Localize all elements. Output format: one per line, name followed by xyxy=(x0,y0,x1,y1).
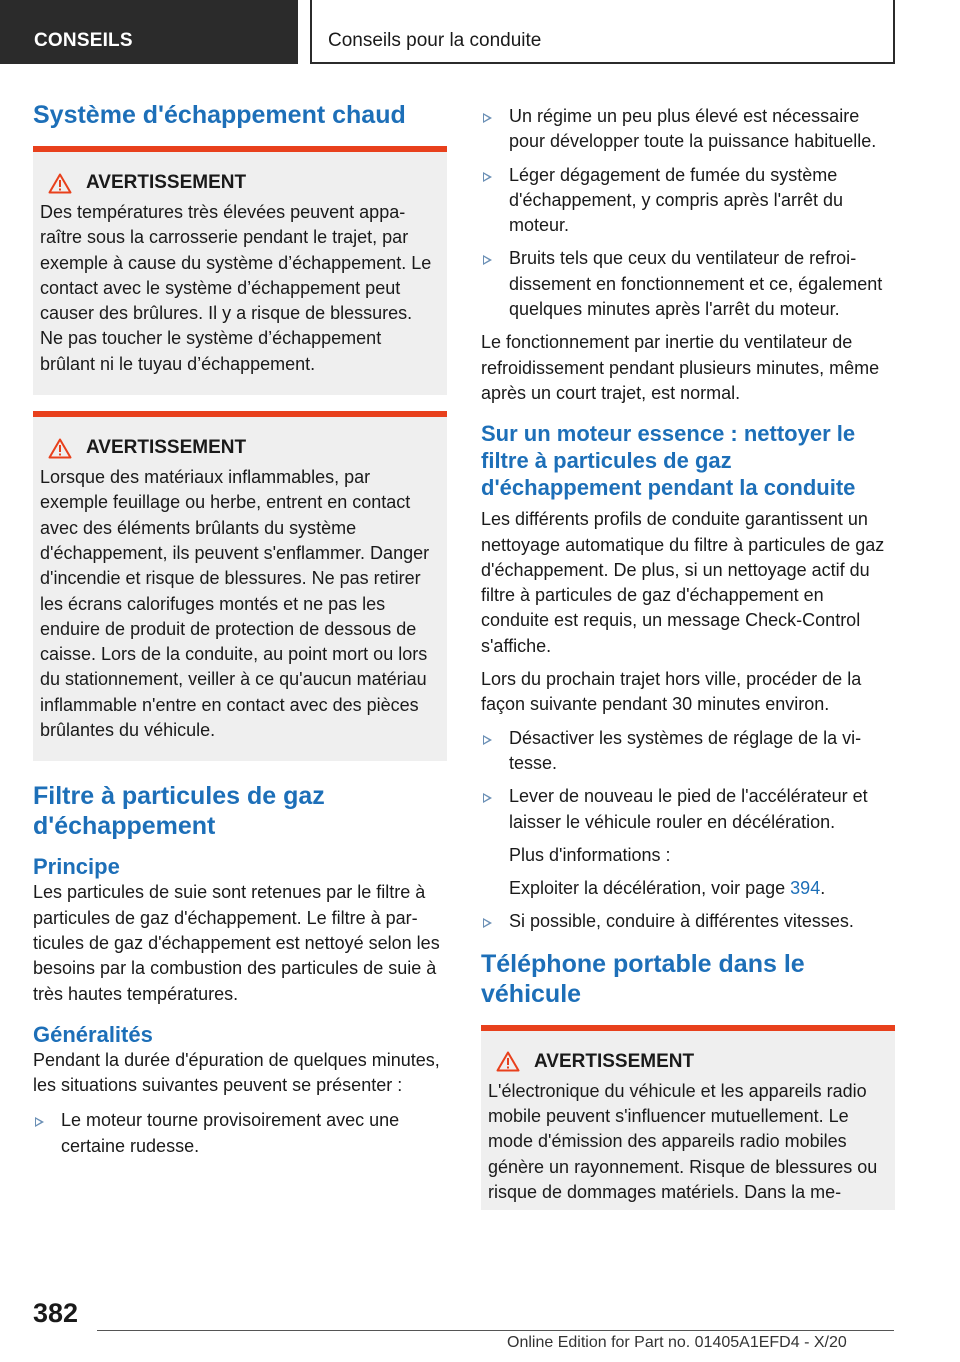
fan-paragraph: Le fonctionnement par inertie du ventilateur de refroidissement pendant plusieurs minutes, même après un court trajet, est normal. xyxy=(481,332,880,403)
bullet-triangle-icon xyxy=(483,255,492,265)
general-paragraph: Pendant la durée d'épuration de quelques minutes, les situations suivantes peuvent se présenter : xyxy=(33,1049,440,1096)
warning-triangle-icon xyxy=(496,1051,520,1072)
bullet-list xyxy=(481,726,895,835)
bullet-list xyxy=(481,909,895,934)
warning-title-text: AVERTISSEMENT xyxy=(86,437,247,459)
chapter-title: Conseils pour la conduite xyxy=(310,0,895,64)
warning-text: Des températures très élevées peuvent apparaître sous la carrosserie pendant le trajet, par exemple à cause du système d’échappement. Le contact avec le système d’échappement peut causer des brûlures. Il y a risque de blessures. Ne pas toucher le système d’échappement brûlant ni le tuyau d’échappement. xyxy=(40,202,432,374)
bullet-triangle-icon xyxy=(483,172,492,182)
list-item xyxy=(481,784,895,835)
list-item xyxy=(481,163,895,239)
cross-reference-text: Exploiter la décélération, voir page xyxy=(509,878,791,899)
warning-box-hot-exhaust xyxy=(33,146,447,395)
list-item-text: Léger dégagement de fumée du système d'échappement, y compris après l'arrêt du moteur. xyxy=(509,164,844,236)
footer-edition: Online Edition for Part no. 01405A1EFD4 - X/20 xyxy=(507,1334,847,1351)
cross-reference xyxy=(481,876,895,901)
bullet-triangle-icon xyxy=(483,113,492,123)
heading-petrol-filter: Sur un moteur essence : nettoyer le filtre à particules de gaz d'échappement pendant la conduite xyxy=(481,421,856,501)
warning-title xyxy=(40,435,435,461)
more-info-label: Plus d'informations : xyxy=(509,844,671,865)
page-link[interactable]: 394 xyxy=(790,878,821,899)
bullet-triangle-icon xyxy=(483,918,492,928)
list-item xyxy=(481,246,895,322)
warning-title-text: AVERTISSEMENT xyxy=(534,1050,695,1072)
warning-title xyxy=(488,1049,883,1075)
bullet-list xyxy=(33,1108,447,1159)
list-item-text: Désactiver les systèmes de réglage de la vitesse. xyxy=(509,727,862,773)
heading-general: Généralités xyxy=(33,1021,153,1047)
list-item xyxy=(481,909,895,934)
warning-box-mobile-phone xyxy=(481,1025,895,1210)
heading-hot-exhaust: Système d'échappement chaud xyxy=(33,101,406,129)
heading-principle: Principe xyxy=(33,854,120,880)
warning-title-text: AVERTISSEMENT xyxy=(86,172,247,193)
bullet-triangle-icon xyxy=(35,1117,44,1127)
heading-mobile-phone: Téléphone portable dans le véhicule xyxy=(481,949,805,1008)
footer-divider xyxy=(97,1330,894,1331)
warning-text: L'électronique du véhicule et les appareils radio mobile peuvent s'influencer mutuellement. Le mode d'émission des appareils radio mobiles génère un rayonnement. Risque de blessures ou risque de dommages matériels. Dans la me- xyxy=(488,1080,878,1202)
list-item xyxy=(481,104,895,155)
list-item xyxy=(33,1108,447,1159)
heading-particle-filter: Filtre à particules de gaz d'échappement xyxy=(33,782,325,841)
petrol-paragraph-1: Les différents profils de conduite garantissent un nettoyage automatique du filtre à particules de gaz d'échappement. De plus, si un nettoyage actif du filtre à particules de gaz d'échappement en conduite est requis, un message Check-Control s'affiche. xyxy=(481,509,885,656)
bullet-triangle-icon xyxy=(483,735,492,745)
list-item-text: Lever de nouveau le pied de l'accélérateur et laisser le véhicule rouler en décélération. xyxy=(509,786,868,832)
cross-reference-end: . xyxy=(820,878,826,899)
warning-triangle-icon xyxy=(48,173,72,194)
list-item-text: Si possible, conduire à différentes vitesses. xyxy=(509,911,854,932)
warning-text: Lorsque des matériaux inflammables, par exemple feuillage ou herbe, entrent en contact avec des éléments brûlants du système d'échappement, ils peuvent s'enflammer. Danger d'incendie et risque de blessures. Ne pas retirer les écrans calorifuges montés et ne pas les enduire de produit de protection de dessous de caisse. Lors de la conduite, au point mort ou lors du stationnement, veiller à ce qu'aucun matériau inflammable n'entre en contact avec des pièces brûlantes du véhicule. xyxy=(40,467,430,741)
list-item xyxy=(481,726,895,777)
warning-title xyxy=(40,170,435,196)
list-item-text: Un régime un peu plus élevé est nécessaire pour développer toute la puissance habituelle. xyxy=(509,106,877,152)
list-item-text: Bruits tels que ceux du ventilateur de refroidissement en fonctionnement et ce, également quelques minutes après l'arrêt du moteur. xyxy=(509,248,883,320)
list-item-text: Le moteur tourne provisoirement avec une certaine rudesse. xyxy=(61,1110,400,1156)
right-column xyxy=(481,104,895,1210)
warning-triangle-icon xyxy=(48,438,72,459)
principle-paragraph: Les particules de suie sont retenues par le filtre à particules de gaz d'échappement. Le filtre à particules de gaz d'échappement est nettoyé selon les besoins par la combustion des particules de suie à très hautes températures. xyxy=(33,882,440,1004)
page-number: 382 xyxy=(33,1298,79,1328)
section-tab: CONSEILS xyxy=(0,0,298,64)
warning-box-flammable xyxy=(33,411,447,761)
left-column xyxy=(33,100,447,1167)
bullet-list xyxy=(481,104,895,322)
petrol-paragraph-2: Lors du prochain trajet hors ville, procéder de la façon suivante pendant 30 minutes environ. xyxy=(481,669,862,715)
bullet-triangle-icon xyxy=(483,793,492,803)
